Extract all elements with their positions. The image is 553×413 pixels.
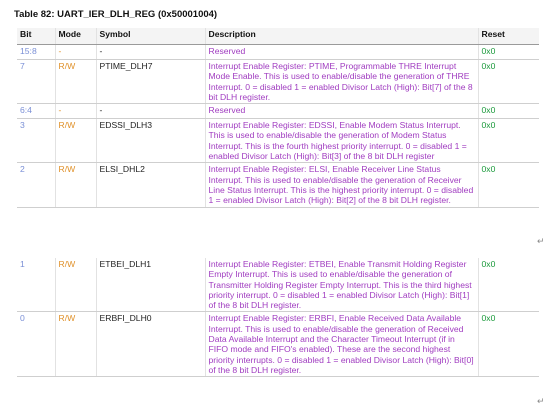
description-cell: Interrupt Enable Register: EDSSI, Enable Modem Status Interrupt. This is used to enable/disable the generation of Modem Status Interrupt. This is the fourth highest priority interrupt. 0 = disabled 1 = enabled Divisor Latch (High): Bit[3] of the 8 bit DLH register	[205, 119, 478, 163]
table-row	[17, 119, 539, 163]
header-bit: Bit	[17, 28, 55, 45]
table-row	[17, 312, 539, 377]
reset-cell: 0x0	[478, 104, 539, 119]
symbol-cell: PTIME_DLH7	[96, 60, 205, 104]
mode-cell: R/W	[55, 60, 96, 104]
reset-cell: 0x0	[478, 258, 539, 312]
symbol-cell: EDSSI_DLH3	[96, 119, 205, 163]
header-mode: Mode	[55, 28, 96, 45]
mode-cell: R/W	[55, 258, 96, 312]
bit-cell: 6:4	[17, 104, 55, 119]
register-table-top	[17, 28, 539, 208]
bit-cell: 3	[17, 119, 55, 163]
bit-cell: 15:8	[17, 45, 55, 60]
mode-cell: -	[55, 104, 96, 119]
table-title: Table 82: UART_IER_DLH_REG (0x50001004)	[14, 9, 218, 20]
symbol-cell: ETBEI_DLH1	[96, 258, 205, 312]
table-row	[17, 163, 539, 207]
reset-cell: 0x0	[478, 119, 539, 163]
table-row	[17, 45, 539, 60]
reset-cell: 0x0	[478, 60, 539, 104]
return-mark-2: ↵	[537, 396, 545, 406]
table-row	[17, 258, 539, 312]
return-mark-1: ↵	[537, 236, 545, 246]
symbol-cell: -	[96, 104, 205, 119]
register-table-bottom	[17, 258, 539, 377]
bit-cell: 7	[17, 60, 55, 104]
reset-cell: 0x0	[478, 45, 539, 60]
description-cell: Reserved	[205, 104, 478, 119]
reset-cell: 0x0	[478, 163, 539, 207]
table-row	[17, 60, 539, 104]
mode-cell: R/W	[55, 163, 96, 207]
mode-cell: R/W	[55, 119, 96, 163]
description-cell: Interrupt Enable Register: ELSI, Enable Receiver Line Status Interrupt. This is used to enable/disable the generation of Receiver Line Status Interrupt. This is the highest priority interrupt. 0 = disabled 1 = enabled Divisor Latch (High): Bit[2] of the 8 bit DLH register.	[205, 163, 478, 207]
bit-cell: 2	[17, 163, 55, 207]
reset-cell: 0x0	[478, 312, 539, 377]
description-cell: Interrupt Enable Register: ETBEI, Enable Transmit Holding Register Empty Interrupt. This is used to enable/disable the generation of Transmitter Holding Register Empty Interrupt. This is the third highest priority interrupt. 0 = disabled 1 = enabled Divisor Latch (High): Bit[1] of the 8 bit DLH register.	[205, 258, 478, 312]
description-cell: Interrupt Enable Register: PTIME, Programmable THRE Interrupt Mode Enable. This is used to enable/disable the generation of THRE Interrupt. 0 = disabled 1 = enabled Divisor Latch (High): Bit[7] of the 8 bit DLH register.	[205, 60, 478, 104]
description-cell: Reserved	[205, 45, 478, 60]
description-cell: Interrupt Enable Register: ERBFI, Enable Received Data Available Interrupt. This is used to enable/disable the generation of Received Data Available Interrupt and the Character Timeout Interrupt (if in FIFO mode and FIFO's enabled). These are the second highest priority interrupts. 0 = disabled 1 = enabled Divisor Latch (High): Bit[0] of the 8 bit DLH register.	[205, 312, 478, 377]
symbol-cell: ERBFI_DLH0	[96, 312, 205, 377]
header-symbol: Symbol	[96, 28, 205, 45]
header-description: Description	[205, 28, 478, 45]
header-row	[17, 28, 539, 45]
mode-cell: -	[55, 45, 96, 60]
table-row	[17, 104, 539, 119]
mode-cell: R/W	[55, 312, 96, 377]
bit-cell: 1	[17, 258, 55, 312]
bit-cell: 0	[17, 312, 55, 377]
symbol-cell: ELSI_DHL2	[96, 163, 205, 207]
symbol-cell: -	[96, 45, 205, 60]
header-reset: Reset	[478, 28, 539, 45]
